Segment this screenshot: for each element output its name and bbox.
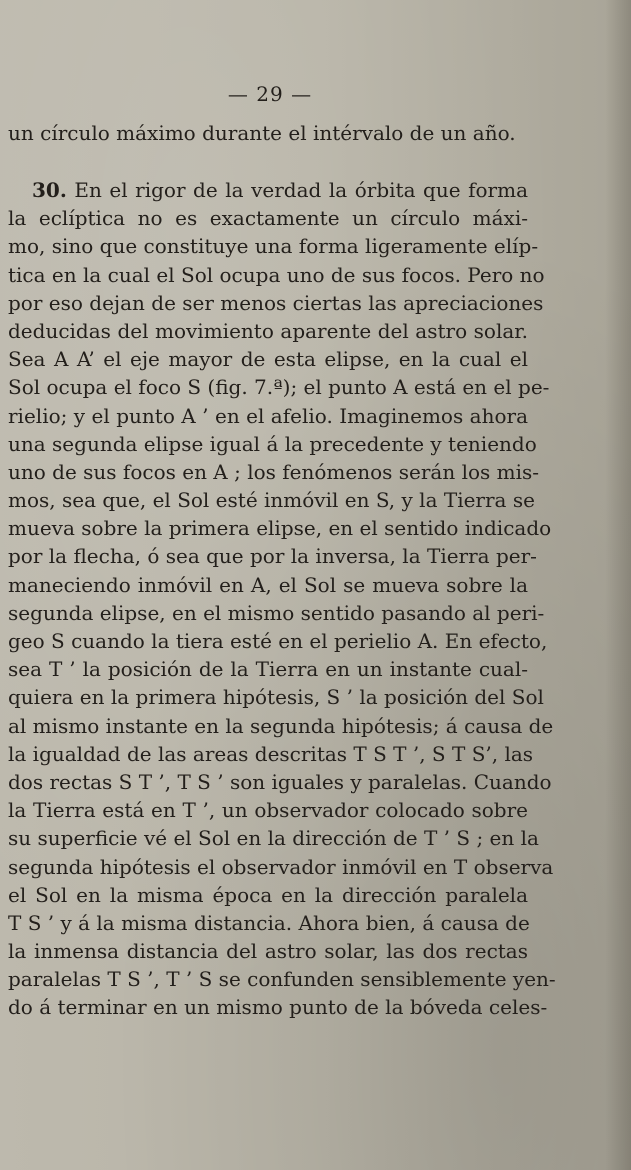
text-line: uno de sus focos en A ; los fenómenos serán los mis- <box>8 459 540 484</box>
text-line: paralelas T S ’, T ’ S se confunden sensiblemente yen- <box>8 967 556 992</box>
text-line: sea T ’ la posición de la Tierra en un instante cual- <box>8 657 528 682</box>
text-line: Sea A A’ el eje mayor de esta elipse, en la cual el <box>8 347 528 372</box>
text-line: segunda elipse, en el mismo sentido pasando al peri- <box>8 600 545 625</box>
text-line: tica en la cual el Sol ocupa uno de sus focos. Pero no <box>8 262 545 287</box>
text-line: mueva sobre la primera elipse, en el sentido indicado <box>8 516 552 541</box>
text-line: Sol ocupa el foco S (fig. 7.ª); el punto A está en el pe- <box>8 375 550 400</box>
text-line: mo, sino que constituye una forma ligeramente elíp- <box>8 234 539 259</box>
text-line: segunda hipótesis el observador inmóvil en T observa <box>8 854 554 879</box>
carryover-text <box>8 119 528 147</box>
text-line: T S ’ y á la misma distancia. Ahora bien, á causa de <box>8 910 530 935</box>
page-edge-shadow <box>605 0 631 1170</box>
page-number: — 29 — <box>227 82 313 106</box>
text-line: do á terminar en un mismo punto de la bóveda celes- <box>8 995 548 1020</box>
text-line: maneciendo inmóvil en A, el Sol se mueva sobre la <box>8 572 528 597</box>
text-line: mos, sea que, el Sol esté inmóvil en S, y la Tierra se <box>8 488 535 513</box>
text-line: el Sol en la misma época en la dirección paralela <box>8 882 528 907</box>
text-line: deducidas del movimiento aparente del astro solar. <box>8 318 528 343</box>
text-line: por la flecha, ó sea que por la inversa, la Tierra per- <box>8 544 537 569</box>
text-line: por eso dejan de ser menos ciertas las apreciaciones <box>8 290 544 315</box>
text-line: la Tierra está en T ’, un observador colocado sobre <box>8 798 528 823</box>
text-line: 30. En el rigor de la verdad la órbita que forma <box>32 178 528 202</box>
text-line: su superficie vé el Sol en la dirección de T ’ S ; en la <box>8 826 539 851</box>
text-line: rielio; y el punto A ’ en el afelio. Imaginemos ahora <box>8 403 528 428</box>
text-line: geo S cuando la tiera esté en el perielio A. En efecto, <box>8 629 548 653</box>
text-line: la eclíptica no es exactamente un círculo máxi- <box>8 206 528 231</box>
text-line: un círculo máximo durante el intérvalo de un año. <box>8 121 516 145</box>
text-line: al mismo instante en la segunda hipótesis; á causa de <box>8 713 554 738</box>
text-line: una segunda elipse igual á la precedente y teniendo <box>8 431 537 456</box>
text-line: la igualdad de las areas descritas T S T ’, S T S’, las <box>8 741 534 766</box>
paragraph-30 <box>8 176 556 1022</box>
text-line: dos rectas S T ’, T S ’ son iguales y paralelas. Cuando <box>8 769 552 794</box>
text-line: quiera en la primera hipótesis, S ’ la posición del Sol <box>8 685 544 710</box>
paragraph-number: 30. <box>32 178 67 202</box>
text-line: la inmensa distancia del astro solar, las dos rectas <box>8 939 528 964</box>
